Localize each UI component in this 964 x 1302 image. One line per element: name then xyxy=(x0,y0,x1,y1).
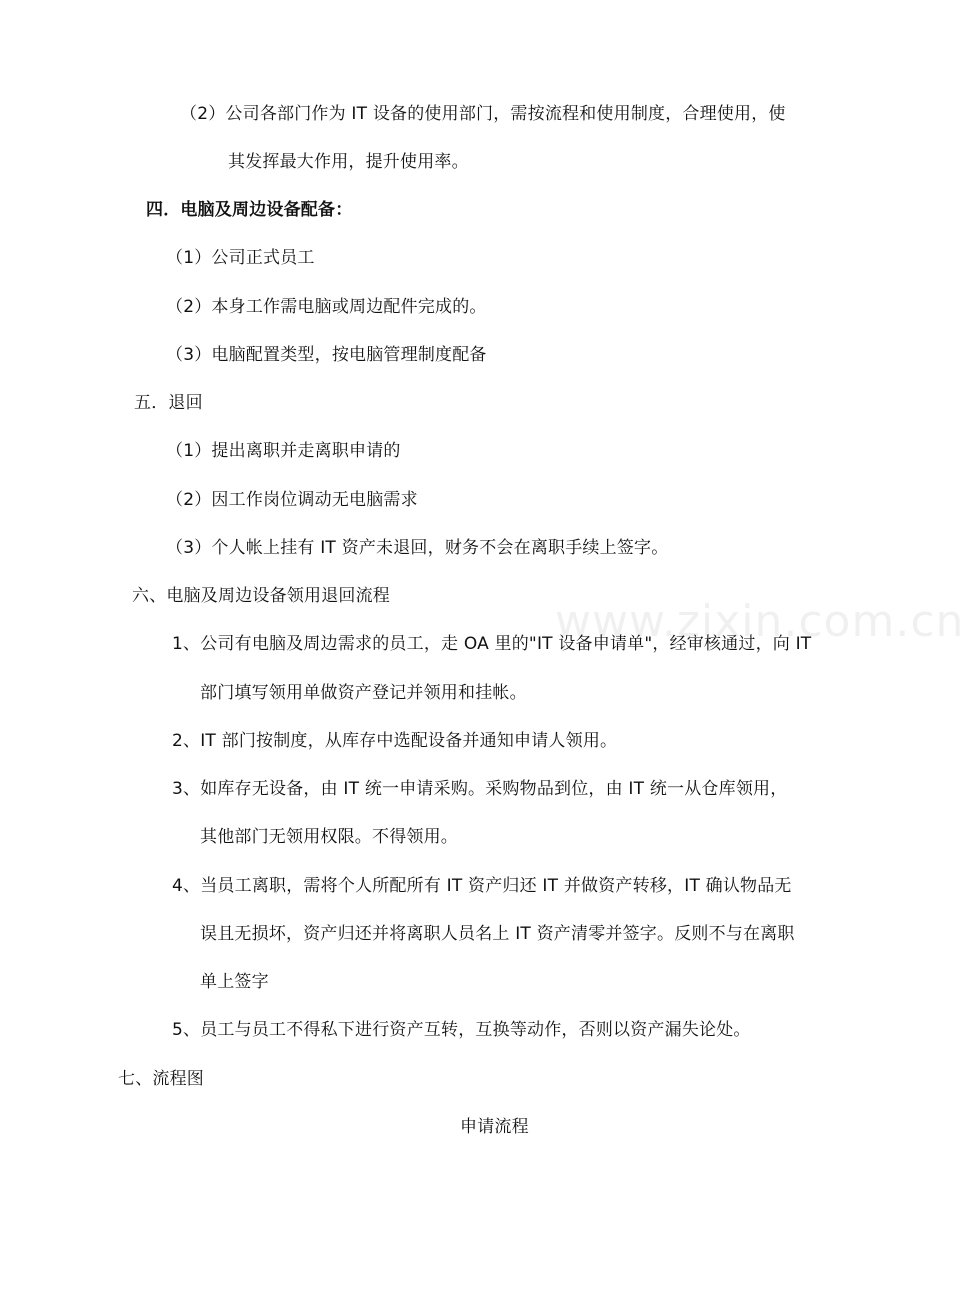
section-6-item-4-line-3: 单上签字 xyxy=(200,972,269,992)
section-4-item-1: （1）公司正式员工 xyxy=(166,248,315,268)
section-5-item-1: （1）提出离职并走离职申请的 xyxy=(166,441,401,461)
section-6-item-1-line-1: 1、公司有电脑及周边需求的员工，走 OA 里的"IT 设备申请单"，经审核通过，向 IT xyxy=(172,634,812,654)
section-6-item-5: 5、员工与员工不得私下进行资产互转，互换等动作，否则以资产漏失论处。 xyxy=(172,1020,751,1040)
section-6-heading: 六、电脑及周边设备领用退回流程 xyxy=(132,586,390,606)
flowchart-subtitle: 申请流程 xyxy=(460,1117,529,1137)
section-6-item-4-line-1: 4、当员工离职，需将个人所配所有 IT 资产归还 IT 并做资产转移，IT 确认物品无 xyxy=(172,876,792,896)
section-5-item-2: （2）因工作岗位调动无电脑需求 xyxy=(166,490,418,510)
paragraph-item-3-2-line-2: 其发挥最大作用，提升使用率。 xyxy=(228,152,469,172)
section-7-heading: 七、流程图 xyxy=(118,1069,204,1089)
section-4-item-3: （3）电脑配置类型，按电脑管理制度配备 xyxy=(166,345,487,365)
section-6-item-1-line-2: 部门填写领用单做资产登记并领用和挂帐。 xyxy=(200,683,527,703)
section-5-item-3: （3）个人帐上挂有 IT 资产未退回，财务不会在离职手续上签字。 xyxy=(166,538,669,558)
section-6-item-3-line-2: 其他部门无领用权限。不得领用。 xyxy=(200,827,458,847)
section-6-item-4-line-2: 误且无损坏，资产归还并将离职人员名上 IT 资产清零并签字。反则不与在离职 xyxy=(200,924,795,944)
paragraph-item-3-2-line-1: （2）公司各部门作为 IT 设备的使用部门，需按流程和使用制度，合理使用，使 xyxy=(180,104,786,124)
section-6-item-2: 2、IT 部门按制度，从库存中选配设备并通知申请人领用。 xyxy=(172,731,618,751)
section-4-heading: 四．电脑及周边设备配备： xyxy=(146,200,353,220)
section-5-heading: 五．退回 xyxy=(134,393,203,413)
watermark: www.zixin.com.cn xyxy=(555,596,964,647)
section-6-item-3-line-1: 3、如库存无设备，由 IT 统一申请采购。采购物品到位，由 IT 统一从仓库领用， xyxy=(172,779,788,799)
section-4-item-2: （2）本身工作需电脑或周边配件完成的。 xyxy=(166,297,487,317)
